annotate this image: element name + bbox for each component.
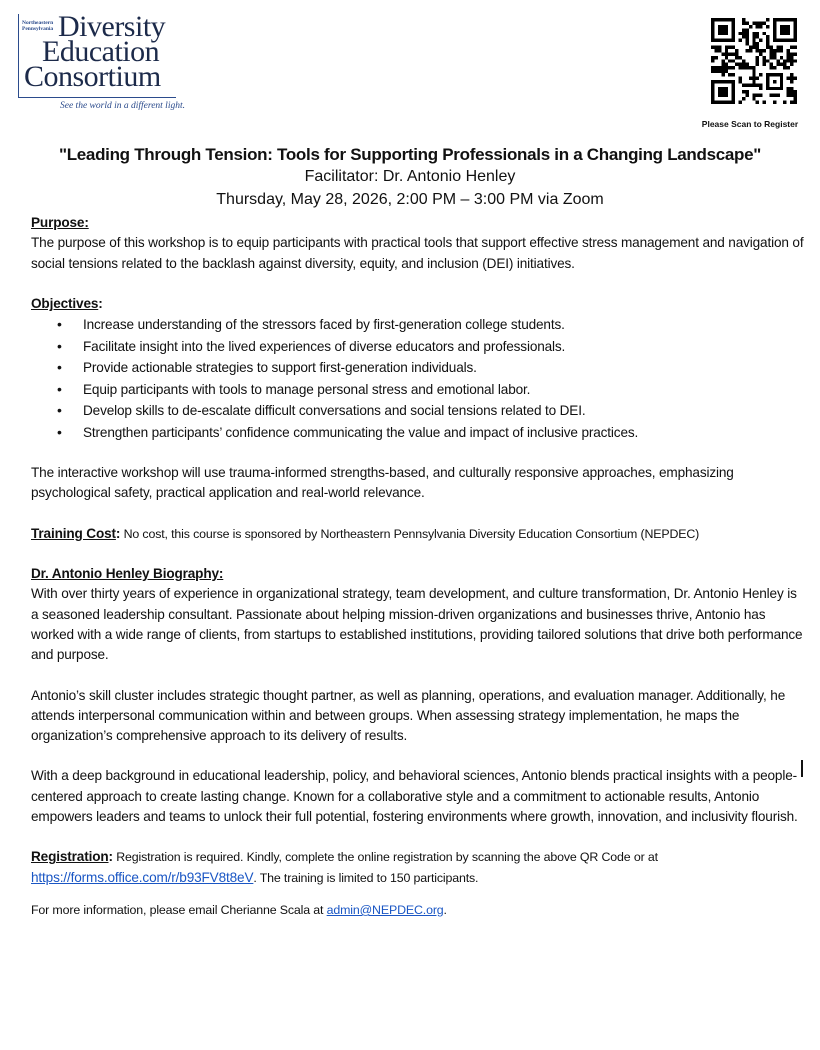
logo-tagline: See the world in a different light. [60,101,185,111]
date-time-line: Thursday, May 28, 2026, 2:00 PM – 3:00 PM via Zoom [216,191,604,208]
training-cost-colon: : [115,525,121,541]
objective-item: • Increase understanding of the stressors faced by first-generation college students. [57,314,806,336]
nepdec-logo [18,10,198,114]
registration-qr-code[interactable] [711,18,797,104]
bio-paragraph-2 [31,686,806,747]
contact-email-link[interactable]: admin@NEPDEC.org [326,902,444,917]
purpose-text: The purpose of this workshop is to equip participants with practical tools that support effective stress management and navigation of social tensions related to the backlash against diversity, equity, and inclusion (DEI) initiatives. [31,235,804,271]
objectives-heading-wrap [31,294,806,314]
approach-text: The interactive workshop will use trauma-informed strengths-based, and culturally responsive approaches, emphasizing psychological safety, practical application and real-world relevance. [31,465,734,501]
bio-paragraph-1: With over thirty years of experience in organizational strategy, team development, and culture transformation, Dr. Antonio Henley is a seasoned leadership consultant. Passionate about helping mission-driven organizations and businesses thrive, Antonio has worked with a wide range of clients, from startups to established institutions, providing tailored solutions that drive both performance and purpose. [31,586,803,663]
bio-paragraph-2-text: Antonio’s skill cluster includes strategic thought partner, as well as planning, operations, and evaluation manager. Additionally, he attends interpersonal communication within and between groups. When assessing strategy implementation, he maps the organization’s comprehensive approach to its delivery of results. [31,687,786,744]
text-cursor [801,760,803,777]
objective-item: • Provide actionable strategies to support first-generation individuals. [57,357,806,379]
registration-text-2: . The training is limited to 150 participants. [253,870,479,885]
training-cost-heading: Training Cost [31,525,116,541]
training-cost-text: No cost, this course is sponsored by Northeastern Pennsylvania Diversity Education Consortium (NEPDEC) [120,526,700,541]
objective-item: • Strengthen participants’ confidence communicating the value and impact of inclusive practices. [57,422,806,444]
objective-item: • Equip participants with tools to manage personal stress and emotional labor. [57,379,806,401]
bio-paragraph-3: With a deep background in educational leadership, policy, and behavioral sciences, Antonio blends practical insights with a people-centered approach to create lasting change. Known for a collaborative style and a commitment to actionable results, Antonio empowers leaders and teams to unlock their full potential, fostering environments where growth, innovation, and inclusivity flourish. [31,768,798,825]
logo-line-education: Education [42,35,160,68]
logo-org-small: Northeastern Pennsylvania [22,20,54,32]
contact-text-2: . [443,902,447,917]
flyer-body [31,213,806,920]
objective-item: • Facilitate insight into the lived experiences of diverse educators and professionals. [57,336,806,358]
bio-heading: Dr. Antonio Henley Biography: [31,566,224,582]
training-cost [31,524,806,544]
registration-link[interactable]: https://forms.office.com/r/b93FV8t8eV [31,869,254,885]
facilitator-line: Facilitator: Dr. Antonio Henley [304,168,516,185]
objective-item: • Develop skills to de-escalate difficult conversations and social tensions related to DEI. [57,400,806,422]
registration-info [31,847,806,888]
purpose-heading: Purpose: [31,215,89,230]
objectives-colon: : [98,295,103,311]
logo-line-consortium: Consortium [24,60,161,93]
registration-heading: Registration [31,849,109,865]
objectives-heading: Objectives [31,295,99,311]
qr-scan-label: Please Scan to Register [701,119,799,129]
workshop-title: "Leading Through Tension: Tools for Supporting Professionals in a Changing Landscape" [58,145,762,164]
registration-colon: : [108,849,113,865]
registration-text-1: Registration is required. Kindly, complete the online registration by scanning the above QR Code or at [112,850,658,865]
logo-line-diversity: Diversity [58,10,166,43]
objectives-list [31,314,806,443]
contact-text-1: For more information, please email Cherianne Scala at [31,902,327,917]
contact-info [31,900,806,920]
